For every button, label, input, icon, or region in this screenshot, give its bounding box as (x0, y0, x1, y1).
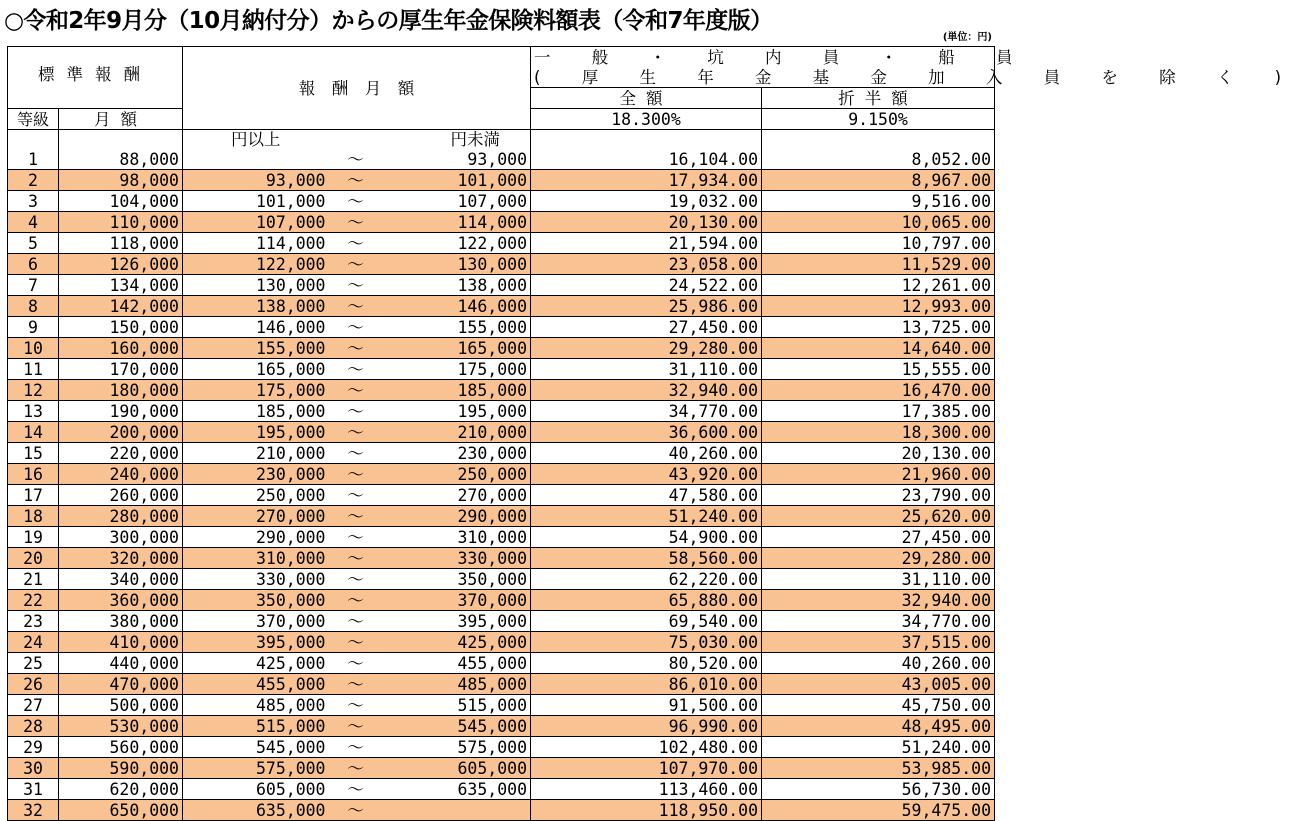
range-tilde: ～ (329, 212, 383, 233)
full-amount-header: 全額 (531, 88, 762, 109)
full-amount-cell: 16,104.00 (531, 149, 762, 170)
range-upper-cell: 146,000 (383, 296, 531, 317)
range-lower-cell: 230,000 (183, 464, 329, 485)
range-tilde: ～ (329, 506, 383, 527)
range-tilde: ～ (329, 779, 383, 800)
table-row (8, 296, 995, 317)
range-lower-cell: 310,000 (183, 548, 329, 569)
table-row (8, 548, 995, 569)
range-tilde: ～ (329, 632, 383, 653)
table-row (8, 170, 995, 191)
half-amount-cell: 53,985.00 (762, 758, 995, 779)
range-upper-cell: 515,000 (383, 695, 531, 716)
monthly-amount-cell: 104,000 (59, 191, 183, 212)
range-upper-cell: 107,000 (383, 191, 531, 212)
range-tilde: ～ (329, 590, 383, 611)
table-row (8, 401, 995, 422)
half-amount-cell: 10,065.00 (762, 212, 995, 233)
monthly-amount-cell: 500,000 (59, 695, 183, 716)
range-lower-cell: 545,000 (183, 737, 329, 758)
range-tilde: ～ (329, 191, 383, 212)
grade-cell: 32 (8, 800, 59, 821)
range-lower-cell: 114,000 (183, 233, 329, 254)
monthly-amount-cell: 170,000 (59, 359, 183, 380)
range-lower-cell: 605,000 (183, 779, 329, 800)
full-amount-cell: 21,594.00 (531, 233, 762, 254)
range-lower-cell: 130,000 (183, 275, 329, 296)
range-tilde: ～ (329, 674, 383, 695)
full-amount-cell: 58,560.00 (531, 548, 762, 569)
half-amount-cell: 13,725.00 (762, 317, 995, 338)
half-amount-cell: 34,770.00 (762, 611, 995, 632)
range-lower-cell: 93,000 (183, 170, 329, 191)
range-lower-cell: 485,000 (183, 695, 329, 716)
grade-cell: 3 (8, 191, 59, 212)
grade-header: 等級 (8, 109, 59, 130)
range-upper-cell: 230,000 (383, 443, 531, 464)
half-amount-cell: 10,797.00 (762, 233, 995, 254)
range-upper-cell: 370,000 (383, 590, 531, 611)
range-upper-cell: 101,000 (383, 170, 531, 191)
monthly-amount-cell: 410,000 (59, 632, 183, 653)
range-lower-cell: 395,000 (183, 632, 329, 653)
half-amount-cell: 40,260.00 (762, 653, 995, 674)
monthly-amount-cell: 190,000 (59, 401, 183, 422)
table-row (8, 674, 995, 695)
range-tilde: ～ (329, 401, 383, 422)
table-row (8, 149, 995, 170)
range-lower-cell: 165,000 (183, 359, 329, 380)
table-row (8, 758, 995, 779)
range-lower-cell: 575,000 (183, 758, 329, 779)
premium-table (7, 46, 1299, 821)
table-body (8, 130, 995, 821)
range-tilde: ～ (329, 485, 383, 506)
table-row (8, 380, 995, 401)
range-tilde: ～ (329, 716, 383, 737)
monthly-amount-cell: 360,000 (59, 590, 183, 611)
monthly-amount-cell: 88,000 (59, 149, 183, 170)
full-amount-cell: 32,940.00 (531, 380, 762, 401)
range-lower-cell: 155,000 (183, 338, 329, 359)
grade-cell: 10 (8, 338, 59, 359)
grade-cell: 18 (8, 506, 59, 527)
full-amount-cell: 118,950.00 (531, 800, 762, 821)
half-amount-cell: 25,620.00 (762, 506, 995, 527)
range-tilde: ～ (329, 464, 383, 485)
grade-cell: 15 (8, 443, 59, 464)
full-amount-cell: 107,970.00 (531, 758, 762, 779)
range-upper-cell: 635,000 (383, 779, 531, 800)
range-lower-cell: 425,000 (183, 653, 329, 674)
full-amount-cell: 80,520.00 (531, 653, 762, 674)
table-row (8, 212, 995, 233)
monthly-amount-cell: 180,000 (59, 380, 183, 401)
half-amount-cell: 23,790.00 (762, 485, 995, 506)
full-amount-cell: 36,600.00 (531, 422, 762, 443)
full-amount-cell: 31,110.00 (531, 359, 762, 380)
range-tilde: ～ (329, 170, 383, 191)
monthly-amount-cell: 440,000 (59, 653, 183, 674)
half-amount-cell: 11,529.00 (762, 254, 995, 275)
monthly-amount-cell: 470,000 (59, 674, 183, 695)
general-header-line2: ( 厚 生 年 金 基 金 加 入 員 を 除 く ) (531, 67, 995, 88)
grade-cell: 23 (8, 611, 59, 632)
range-lower-cell: 107,000 (183, 212, 329, 233)
range-lower-cell: 146,000 (183, 317, 329, 338)
half-amount-cell: 21,960.00 (762, 464, 995, 485)
monthly-amount-cell: 280,000 (59, 506, 183, 527)
half-amount-cell: 9,516.00 (762, 191, 995, 212)
monthly-amount-cell: 142,000 (59, 296, 183, 317)
grade-cell: 8 (8, 296, 59, 317)
full-amount-cell: 65,880.00 (531, 590, 762, 611)
range-tilde: ～ (329, 422, 383, 443)
range-upper-cell: 93,000 (383, 149, 531, 170)
monthly-amount-cell: 340,000 (59, 569, 183, 590)
grade-cell: 14 (8, 422, 59, 443)
grade-cell: 30 (8, 758, 59, 779)
range-upper-cell: 310,000 (383, 527, 531, 548)
full-amount-cell: 102,480.00 (531, 737, 762, 758)
table-row (8, 317, 995, 338)
grade-cell: 4 (8, 212, 59, 233)
yen-or-more-label: 円以上 (183, 130, 329, 150)
full-amount-cell: 62,220.00 (531, 569, 762, 590)
table-row (8, 737, 995, 758)
range-upper-cell: 485,000 (383, 674, 531, 695)
full-amount-cell: 51,240.00 (531, 506, 762, 527)
half-amount-cell: 17,385.00 (762, 401, 995, 422)
grade-cell: 27 (8, 695, 59, 716)
half-amount-cell: 48,495.00 (762, 716, 995, 737)
grade-cell: 12 (8, 380, 59, 401)
monthly-amount-cell: 126,000 (59, 254, 183, 275)
full-amount-cell: 43,920.00 (531, 464, 762, 485)
range-upper-cell: 290,000 (383, 506, 531, 527)
monthly-amount-cell: 160,000 (59, 338, 183, 359)
range-upper-cell: 250,000 (383, 464, 531, 485)
monthly-amount-cell: 530,000 (59, 716, 183, 737)
range-tilde: ～ (329, 380, 383, 401)
half-amount-cell: 56,730.00 (762, 779, 995, 800)
table-row (8, 611, 995, 632)
monthly-amount-cell: 300,000 (59, 527, 183, 548)
grade-cell: 11 (8, 359, 59, 380)
half-amount-cell: 8,052.00 (762, 149, 995, 170)
range-lower-cell: 101,000 (183, 191, 329, 212)
table-row (8, 632, 995, 653)
full-amount-cell: 113,460.00 (531, 779, 762, 800)
range-upper-cell: 350,000 (383, 569, 531, 590)
grade-cell: 20 (8, 548, 59, 569)
range-lower-cell: 370,000 (183, 611, 329, 632)
monthly-amount-cell: 150,000 (59, 317, 183, 338)
full-amount-cell: 20,130.00 (531, 212, 762, 233)
full-amount-cell: 40,260.00 (531, 443, 762, 464)
range-tilde: ～ (329, 296, 383, 317)
range-lower-cell: 455,000 (183, 674, 329, 695)
range-lower-cell: 330,000 (183, 569, 329, 590)
table-row (8, 506, 995, 527)
grade-cell: 16 (8, 464, 59, 485)
full-amount-cell: 47,580.00 (531, 485, 762, 506)
full-amount-cell: 17,934.00 (531, 170, 762, 191)
range-upper-cell: 395,000 (383, 611, 531, 632)
range-upper-cell: 605,000 (383, 758, 531, 779)
full-amount-cell: 34,770.00 (531, 401, 762, 422)
range-tilde: ～ (329, 611, 383, 632)
grade-cell: 29 (8, 737, 59, 758)
grade-cell: 6 (8, 254, 59, 275)
table-row (8, 779, 995, 800)
range-lower-cell: 350,000 (183, 590, 329, 611)
table-row (8, 233, 995, 254)
half-amount-header: 折半額 (762, 88, 995, 109)
full-rate: 18.300% (531, 109, 762, 130)
table-row (8, 254, 995, 275)
full-amount-cell: 86,010.00 (531, 674, 762, 695)
range-tilde: ～ (329, 527, 383, 548)
range-lower-cell: 185,000 (183, 401, 329, 422)
monthly-amount-cell: 200,000 (59, 422, 183, 443)
full-amount-cell: 69,540.00 (531, 611, 762, 632)
table-row (8, 422, 995, 443)
range-upper-cell: 210,000 (383, 422, 531, 443)
full-amount-cell: 23,058.00 (531, 254, 762, 275)
grade-cell: 26 (8, 674, 59, 695)
range-lower-cell: 250,000 (183, 485, 329, 506)
half-amount-cell: 15,555.00 (762, 359, 995, 380)
range-upper-cell: 195,000 (383, 401, 531, 422)
grade-cell: 13 (8, 401, 59, 422)
range-tilde: ～ (329, 254, 383, 275)
full-amount-cell: 75,030.00 (531, 632, 762, 653)
range-lower-cell: 210,000 (183, 443, 329, 464)
range-lower-cell: 195,000 (183, 422, 329, 443)
range-tilde: ～ (329, 317, 383, 338)
remuneration-monthly-header: 報 酬 月 額 (183, 47, 531, 130)
half-amount-cell: 12,993.00 (762, 296, 995, 317)
grade-cell: 28 (8, 716, 59, 737)
grade-cell: 7 (8, 275, 59, 296)
grade-cell: 9 (8, 317, 59, 338)
monthly-amount-cell: 110,000 (59, 212, 183, 233)
range-upper-cell (383, 800, 531, 821)
range-tilde: ～ (329, 800, 383, 821)
range-tilde: ～ (329, 443, 383, 464)
half-amount-cell: 14,640.00 (762, 338, 995, 359)
grade-cell: 19 (8, 527, 59, 548)
grade-cell: 2 (8, 170, 59, 191)
range-tilde: ～ (329, 737, 383, 758)
range-tilde: ～ (329, 695, 383, 716)
half-rate: 9.150% (762, 109, 995, 130)
table-row (8, 464, 995, 485)
full-amount-cell: 24,522.00 (531, 275, 762, 296)
range-lower-cell (183, 149, 329, 170)
range-upper-cell: 175,000 (383, 359, 531, 380)
range-tilde: ～ (329, 338, 383, 359)
full-amount-cell: 29,280.00 (531, 338, 762, 359)
table-row (8, 653, 995, 674)
half-amount-cell: 8,967.00 (762, 170, 995, 191)
half-amount-cell: 51,240.00 (762, 737, 995, 758)
blank-cell (762, 130, 995, 150)
range-lower-cell: 138,000 (183, 296, 329, 317)
monthly-amount-cell: 320,000 (59, 548, 183, 569)
table-row (8, 485, 995, 506)
monthly-amount-cell: 650,000 (59, 800, 183, 821)
range-upper-cell: 130,000 (383, 254, 531, 275)
range-upper-cell: 122,000 (383, 233, 531, 254)
range-lower-cell: 175,000 (183, 380, 329, 401)
range-tilde: ～ (329, 653, 383, 674)
blank-cell (8, 130, 59, 150)
half-amount-cell: 43,005.00 (762, 674, 995, 695)
unit-note: (単位：円) (942, 32, 992, 43)
grade-cell: 17 (8, 485, 59, 506)
table-row (8, 590, 995, 611)
monthly-amount-cell: 220,000 (59, 443, 183, 464)
range-upper-cell: 138,000 (383, 275, 531, 296)
half-amount-cell: 18,300.00 (762, 422, 995, 443)
table-row (8, 275, 995, 296)
range-upper-cell: 270,000 (383, 485, 531, 506)
monthly-amount-cell: 134,000 (59, 275, 183, 296)
range-tilde: ～ (329, 359, 383, 380)
half-amount-cell: 37,515.00 (762, 632, 995, 653)
table-row (8, 716, 995, 737)
standard-remuneration-header: 標準報酬 (8, 47, 183, 109)
range-tilde: ～ (329, 275, 383, 296)
grade-cell: 25 (8, 653, 59, 674)
table-row (8, 191, 995, 212)
monthly-amount-cell: 240,000 (59, 464, 183, 485)
range-tilde: ～ (329, 569, 383, 590)
half-amount-cell: 59,475.00 (762, 800, 995, 821)
table-row (8, 359, 995, 380)
full-amount-cell: 54,900.00 (531, 527, 762, 548)
yen-under-label: 円未満 (383, 130, 531, 150)
range-tilde: ～ (329, 233, 383, 254)
grade-cell: 22 (8, 590, 59, 611)
half-amount-cell: 29,280.00 (762, 548, 995, 569)
range-upper-cell: 185,000 (383, 380, 531, 401)
range-tilde: ～ (329, 149, 383, 170)
range-lower-cell: 122,000 (183, 254, 329, 275)
range-upper-cell: 165,000 (383, 338, 531, 359)
blank-cell (59, 130, 183, 150)
table-row (8, 800, 995, 821)
half-amount-cell: 20,130.00 (762, 443, 995, 464)
half-amount-cell: 45,750.00 (762, 695, 995, 716)
monthly-amount-cell: 260,000 (59, 485, 183, 506)
monthly-amount-cell: 118,000 (59, 233, 183, 254)
range-lower-cell: 515,000 (183, 716, 329, 737)
table-row (8, 443, 995, 464)
grade-cell: 24 (8, 632, 59, 653)
half-amount-cell: 16,470.00 (762, 380, 995, 401)
monthly-amount-header: 月額 (59, 109, 183, 130)
full-amount-cell: 19,032.00 (531, 191, 762, 212)
monthly-amount-cell: 380,000 (59, 611, 183, 632)
range-lower-cell: 635,000 (183, 800, 329, 821)
table-row (8, 527, 995, 548)
monthly-amount-cell: 620,000 (59, 779, 183, 800)
monthly-amount-cell: 590,000 (59, 758, 183, 779)
grade-cell: 21 (8, 569, 59, 590)
page-title: ○令和2年9月分（10月納付分）からの厚生年金保険料額表（令和7年度版） (4, 8, 773, 34)
grade-cell: 5 (8, 233, 59, 254)
range-upper-cell: 455,000 (383, 653, 531, 674)
range-lower-cell: 270,000 (183, 506, 329, 527)
monthly-amount-cell: 98,000 (59, 170, 183, 191)
blank-cell (329, 130, 383, 150)
table-row (8, 695, 995, 716)
full-amount-cell: 91,500.00 (531, 695, 762, 716)
half-amount-cell: 27,450.00 (762, 527, 995, 548)
general-header-line1: 一 般 ・ 坑 内 員 ・ 船 員 (531, 47, 995, 68)
range-upper-cell: 330,000 (383, 548, 531, 569)
full-amount-cell: 25,986.00 (531, 296, 762, 317)
range-tilde: ～ (329, 548, 383, 569)
range-upper-cell: 425,000 (383, 632, 531, 653)
monthly-amount-cell: 560,000 (59, 737, 183, 758)
range-lower-cell: 290,000 (183, 527, 329, 548)
grade-cell: 1 (8, 149, 59, 170)
table-row (8, 338, 995, 359)
grade-cell: 31 (8, 779, 59, 800)
full-amount-cell: 96,990.00 (531, 716, 762, 737)
half-amount-cell: 12,261.00 (762, 275, 995, 296)
half-amount-cell: 32,940.00 (762, 590, 995, 611)
range-upper-cell: 575,000 (383, 737, 531, 758)
blank-cell (531, 130, 762, 150)
range-upper-cell: 114,000 (383, 212, 531, 233)
table-row (8, 569, 995, 590)
full-amount-cell: 27,450.00 (531, 317, 762, 338)
range-tilde: ～ (329, 758, 383, 779)
range-upper-cell: 545,000 (383, 716, 531, 737)
half-amount-cell: 31,110.00 (762, 569, 995, 590)
range-upper-cell: 155,000 (383, 317, 531, 338)
